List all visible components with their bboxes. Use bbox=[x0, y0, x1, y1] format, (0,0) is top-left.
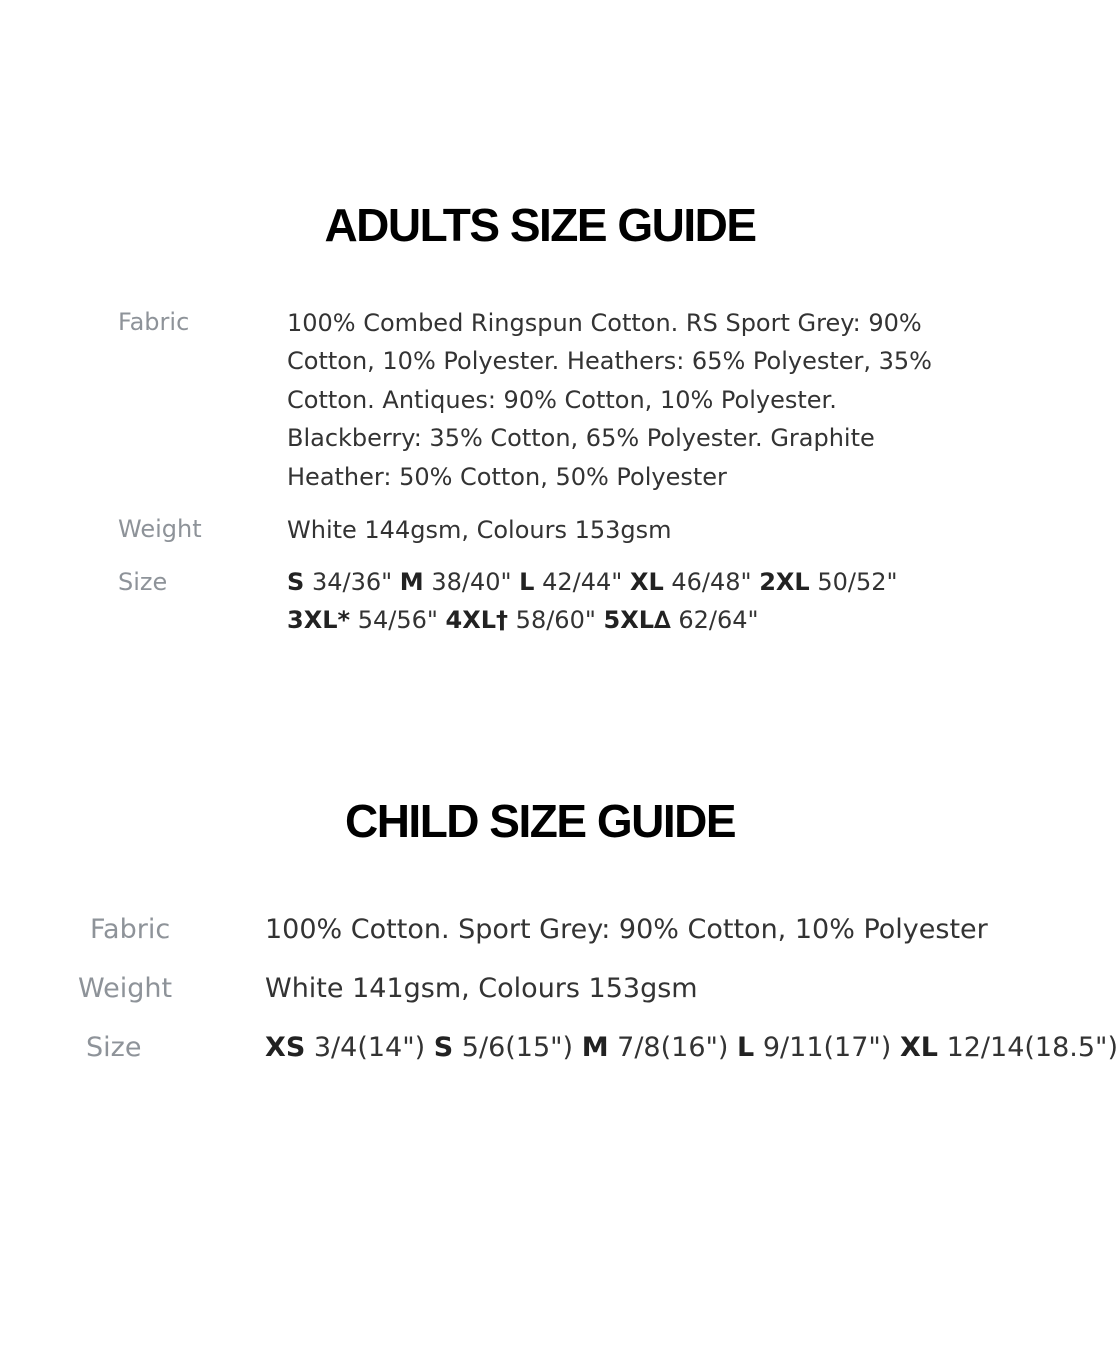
size-measure: 3/4(14") bbox=[313, 1032, 426, 1063]
size-code: S bbox=[287, 568, 305, 596]
size-code: 3XL* bbox=[287, 606, 351, 635]
size-list bbox=[287, 563, 967, 640]
size-measure: 5/6(15") bbox=[461, 1032, 574, 1063]
size-code: 2XL bbox=[759, 568, 810, 596]
weight-value: White 144gsm, Colours 153gsm bbox=[287, 516, 672, 544]
fabric-value: 100% Cotton. Sport Grey: 90% Cotton, 10% Polyester bbox=[265, 914, 988, 945]
size-code: XL bbox=[899, 1032, 938, 1063]
child-size-guide-title: CHILD SIZE GUIDE bbox=[344, 795, 736, 847]
size-measure: 34/36" bbox=[311, 568, 393, 596]
size-label: Size bbox=[86, 1032, 142, 1063]
weight-label: Weight bbox=[78, 973, 173, 1004]
weight-value: White 141gsm, Colours 153gsm bbox=[265, 973, 698, 1004]
size-label: Size bbox=[118, 568, 168, 596]
size-code: L bbox=[737, 1032, 755, 1063]
fabric-label: Fabric bbox=[118, 308, 190, 336]
size-measure: 9/11(17") bbox=[762, 1032, 892, 1063]
size-measure: 54/56" bbox=[357, 606, 438, 635]
size-code: M bbox=[581, 1032, 609, 1063]
size-code: L bbox=[519, 568, 535, 596]
size-code: 5XL∆ bbox=[603, 606, 671, 635]
weight-label: Weight bbox=[118, 515, 202, 543]
size-code: XL bbox=[629, 568, 664, 596]
size-measure: 58/60" bbox=[515, 606, 596, 635]
size-measure: 62/64" bbox=[678, 606, 759, 635]
size-measure: 38/40" bbox=[431, 568, 512, 596]
size-measure: 12/14(18.5") bbox=[946, 1032, 1118, 1063]
size-measure: 7/8(16") bbox=[617, 1032, 729, 1063]
child-spec-table bbox=[78, 900, 1118, 1080]
adults-size-guide-title: ADULTS SIZE GUIDE bbox=[324, 199, 756, 251]
size-code: XS bbox=[265, 1032, 306, 1063]
size-code: S bbox=[433, 1032, 454, 1063]
size-list bbox=[265, 1032, 1118, 1063]
size-measure: 42/44" bbox=[542, 568, 623, 596]
fabric-label: Fabric bbox=[90, 914, 171, 945]
size-code: 4XL† bbox=[445, 606, 509, 635]
size-measure: 46/48" bbox=[671, 568, 752, 596]
size-measure: 50/52" bbox=[817, 568, 898, 596]
fabric-value: 100% Combed Ringspun Cotton. RS Sport Grey: 90% Cotton, 10% Polyester. Heathers: 65% Polyester, 35% Cotton. Antiques: 90% Cotton, 10% Polyester. Blackberry: 35% Cotton, 65% Polyester. Graphite Heather: 50% Cotton, 50% Polyester bbox=[287, 309, 932, 491]
size-code: M bbox=[399, 568, 424, 596]
